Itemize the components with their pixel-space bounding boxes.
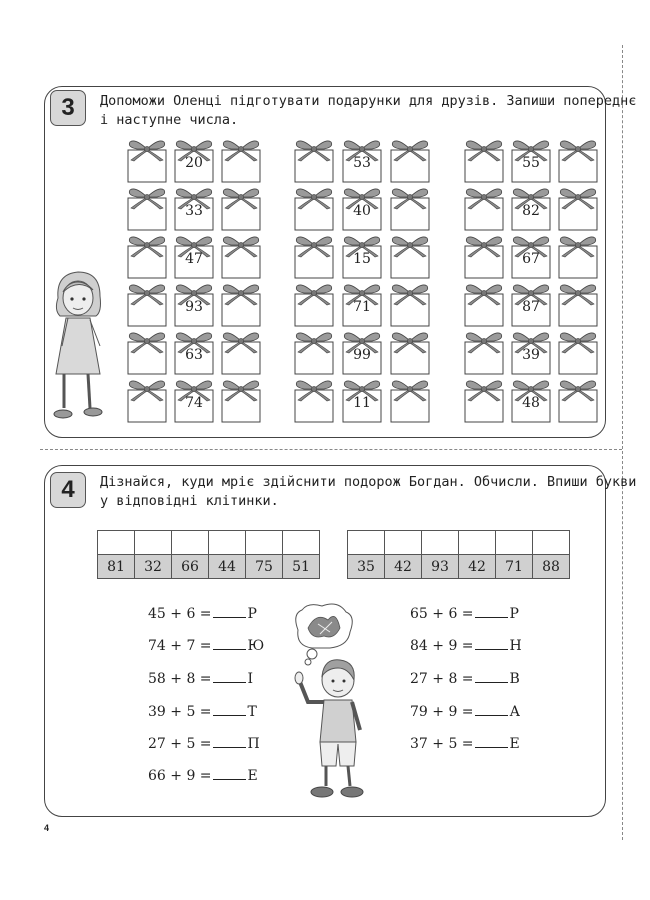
equation [148, 735, 260, 752]
answer-value-cell: 35 [348, 555, 385, 579]
answer-value-cell: 42 [459, 555, 496, 579]
answer-blank[interactable] [475, 735, 508, 748]
equation-letter: Р [509, 606, 519, 622]
answer-value-cell: 71 [496, 555, 533, 579]
gift-box[interactable] [388, 186, 432, 232]
boy-illustration [288, 602, 378, 802]
answer-letter-cell[interactable] [98, 531, 135, 555]
answer-blank[interactable] [475, 670, 508, 683]
gift-number: 15 [353, 251, 371, 267]
answer-blank[interactable] [475, 637, 508, 650]
answer-value-cell: 93 [422, 555, 459, 579]
exercise-4-text-line1: Дізнайся, куди мріє здійснити подорож Богдан. Обчисли. Впиши букви [100, 474, 637, 490]
gift-box[interactable] [462, 282, 506, 328]
gift-box[interactable] [388, 234, 432, 280]
gift-box [509, 186, 553, 232]
gift-box [509, 138, 553, 184]
equation-expression: 66 + 9 = [148, 768, 212, 784]
gift-box [509, 378, 553, 424]
gift-number: 67 [522, 251, 540, 267]
gift-number: 11 [353, 395, 371, 411]
answer-value-cell: 44 [209, 555, 246, 579]
gift-box[interactable] [388, 138, 432, 184]
gift-box [172, 330, 216, 376]
equation [410, 670, 520, 687]
gift-box[interactable] [556, 378, 600, 424]
equation-expression: 27 + 5 = [148, 736, 212, 752]
gift-box[interactable] [219, 186, 263, 232]
equation-letter: Ю [247, 638, 265, 654]
answer-letter-cell[interactable] [348, 531, 385, 555]
equation [148, 637, 264, 654]
gift-box[interactable] [125, 234, 169, 280]
equation [148, 670, 253, 687]
equation-letter: П [247, 736, 260, 752]
gift-box[interactable] [125, 282, 169, 328]
gift-number: 53 [353, 155, 371, 171]
answer-blank[interactable] [213, 670, 246, 683]
exercise-3-number: 3 [50, 90, 86, 126]
answer-letter-cell[interactable] [246, 531, 283, 555]
gift-box[interactable] [219, 282, 263, 328]
answer-letter-cell[interactable] [459, 531, 496, 555]
gift-box [172, 138, 216, 184]
gift-box [340, 234, 384, 280]
equation [410, 605, 519, 622]
gift-number: 55 [522, 155, 540, 171]
answer-letter-cell[interactable] [135, 531, 172, 555]
gift-box [509, 330, 553, 376]
equation-letter: Е [247, 768, 258, 784]
gift-box[interactable] [219, 330, 263, 376]
equation-expression: 45 + 6 = [148, 606, 212, 622]
gift-number: 40 [353, 203, 371, 219]
gift-number: 82 [522, 203, 540, 219]
gift-box [172, 378, 216, 424]
gift-box [340, 138, 384, 184]
gift-box [340, 330, 384, 376]
gift-box [509, 234, 553, 280]
answer-value-cell: 88 [533, 555, 570, 579]
gift-box[interactable] [556, 138, 600, 184]
exercise-3-text-line2: і наступне числа. [100, 112, 239, 128]
gift-box[interactable] [462, 234, 506, 280]
equation-letter: Т [247, 704, 257, 720]
gift-number: 39 [522, 347, 540, 363]
gift-box[interactable] [462, 138, 506, 184]
answer-blank[interactable] [213, 605, 246, 618]
answer-letter-cell[interactable] [283, 531, 320, 555]
gift-number: 99 [353, 347, 371, 363]
gift-box[interactable] [388, 330, 432, 376]
gift-box[interactable] [292, 138, 336, 184]
equation-expression: 79 + 9 = [410, 704, 474, 720]
answer-letter-cell[interactable] [422, 531, 459, 555]
gift-number: 71 [353, 299, 371, 315]
answer-value-cell: 81 [98, 555, 135, 579]
gift-box[interactable] [388, 282, 432, 328]
equation-letter: І [247, 671, 254, 687]
answer-blank[interactable] [475, 605, 508, 618]
answer-blank[interactable] [213, 703, 246, 716]
cut-line-vertical [622, 45, 623, 840]
gift-box[interactable] [219, 378, 263, 424]
gift-box[interactable] [125, 138, 169, 184]
gift-number: 87 [522, 299, 540, 315]
gift-box[interactable] [388, 378, 432, 424]
equation-expression: 27 + 8 = [410, 671, 474, 687]
gift-box[interactable] [292, 186, 336, 232]
answer-letter-cell[interactable] [385, 531, 422, 555]
equation-letter: Н [509, 638, 522, 654]
gift-box[interactable] [292, 330, 336, 376]
equation [410, 703, 520, 720]
answer-table-1 [97, 530, 320, 579]
answer-value-row [98, 555, 320, 579]
gift-box[interactable] [219, 234, 263, 280]
equation [148, 703, 257, 720]
gift-box[interactable] [462, 378, 506, 424]
gift-box[interactable] [556, 186, 600, 232]
gift-box[interactable] [556, 330, 600, 376]
answer-blank[interactable] [213, 637, 246, 650]
equation-expression: 84 + 9 = [410, 638, 474, 654]
answer-letter-row [98, 531, 320, 555]
answer-letter-cell[interactable] [172, 531, 209, 555]
exercise-4-task [100, 473, 636, 511]
answer-value-cell: 75 [246, 555, 283, 579]
equation-expression: 74 + 7 = [148, 638, 212, 654]
gift-number: 20 [185, 155, 203, 171]
gift-number: 74 [185, 395, 203, 411]
girl-illustration [48, 268, 110, 428]
equation-expression: 39 + 5 = [148, 704, 212, 720]
gift-number: 93 [185, 299, 203, 315]
answer-value-cell: 32 [135, 555, 172, 579]
equation-expression: 65 + 6 = [410, 606, 474, 622]
answer-letter-row [348, 531, 570, 555]
answer-table-2 [347, 530, 570, 579]
gift-box[interactable] [292, 378, 336, 424]
answer-blank[interactable] [475, 703, 508, 716]
equation-expression: 58 + 8 = [148, 671, 212, 687]
equation-letter: Е [509, 736, 520, 752]
equation-letter: В [509, 671, 520, 687]
answer-letter-cell[interactable] [496, 531, 533, 555]
answer-letter-cell[interactable] [209, 531, 246, 555]
equation [148, 767, 258, 784]
answer-value-cell: 51 [283, 555, 320, 579]
equation [148, 605, 257, 622]
gift-box [340, 378, 384, 424]
gift-box[interactable] [219, 138, 263, 184]
answer-value-cell: 66 [172, 555, 209, 579]
gift-number: 48 [522, 395, 540, 411]
gift-number: 63 [185, 347, 203, 363]
gift-box[interactable] [125, 378, 169, 424]
answer-value-cell: 42 [385, 555, 422, 579]
gift-box [172, 234, 216, 280]
answer-blank[interactable] [213, 767, 246, 780]
equation [410, 735, 520, 752]
gift-box [172, 186, 216, 232]
gift-box[interactable] [462, 330, 506, 376]
page-number: 4 [44, 823, 50, 833]
answer-value-row [348, 555, 570, 579]
exercise-4-number: 4 [50, 472, 86, 508]
gift-box[interactable] [292, 282, 336, 328]
gift-box[interactable] [125, 186, 169, 232]
gift-box[interactable] [556, 234, 600, 280]
answer-blank[interactable] [213, 735, 246, 748]
gift-number: 33 [185, 203, 203, 219]
gift-box[interactable] [125, 330, 169, 376]
exercise-4-text-line2: у відповідні клітинки. [100, 493, 279, 509]
gift-number: 47 [185, 251, 203, 267]
answer-letter-cell[interactable] [533, 531, 570, 555]
gift-box[interactable] [462, 186, 506, 232]
exercise-3-text-line1: Допоможи Оленці підготувати подарунки для друзів. Запиши попереднє [100, 93, 637, 109]
gift-box[interactable] [292, 234, 336, 280]
equation [410, 637, 522, 654]
gift-box [340, 186, 384, 232]
gift-box[interactable] [556, 282, 600, 328]
exercise-3-task [100, 92, 636, 130]
gift-box [172, 282, 216, 328]
equation-letter: А [509, 704, 521, 720]
equation-expression: 37 + 5 = [410, 736, 474, 752]
gift-box [340, 282, 384, 328]
gift-box [509, 282, 553, 328]
equation-letter: Р [247, 606, 257, 622]
cut-line-horizontal [40, 449, 622, 450]
